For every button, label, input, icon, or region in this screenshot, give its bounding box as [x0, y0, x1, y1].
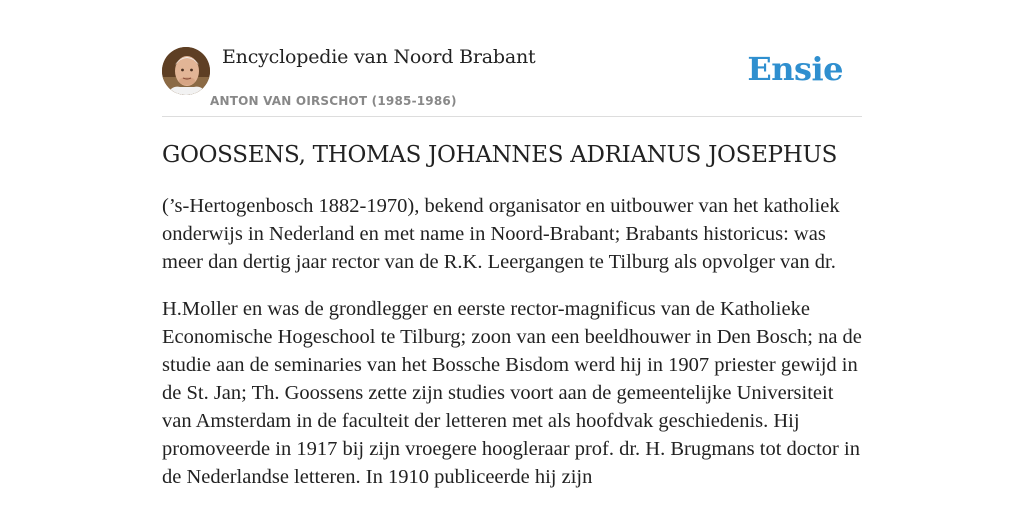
article-title: GOOSSENS, THOMAS JOHANNES ADRIANUS JOSEPHUS [162, 142, 838, 168]
author-name[interactable]: ANTON VAN OIRSCHOT (1985-1986) [210, 94, 457, 108]
article-paragraph: H.Moller en was de grondlegger en eerste rector-magnificus van de Katholieke Economische Hogeschool te Tilburg; zoon van een beeldhouwer in Den Bosch; na de studie aan de seminaries van het Bossche Bisdom werd hij in 1907 priester gewijd in de St. Jan; Th. Goossens zette zijn studies voort aan de gemeentelijke Universiteit van Amsterdam in de faculteit der letteren met als hoofdvak geschiedenis. Hij promoveerde in 1917 bij zijn vroegere hoogleraar prof. dr. H. Brugmans tot doctor in de Nederlandse letteren. In 1910 publiceerde hij zijn [162, 298, 862, 488]
author-portrait-icon [162, 47, 210, 95]
article-header [162, 44, 862, 117]
author-avatar[interactable] [162, 47, 210, 95]
source-title[interactable]: Encyclopedie van Noord Brabant [222, 46, 536, 68]
ensie-logo[interactable]: Ensie [747, 50, 843, 88]
article-body [162, 140, 862, 491]
article-paragraph: (’s-Hertogenbosch 1882-1970), bekend organisator en uitbouwer van het katholiek onderwijs in Nederland en met name in Noord-Brabant; Brabants historicus: was meer dan dertig jaar rector van de R.K. Leergangen te Tilburg als opvolger van dr. [162, 195, 840, 273]
